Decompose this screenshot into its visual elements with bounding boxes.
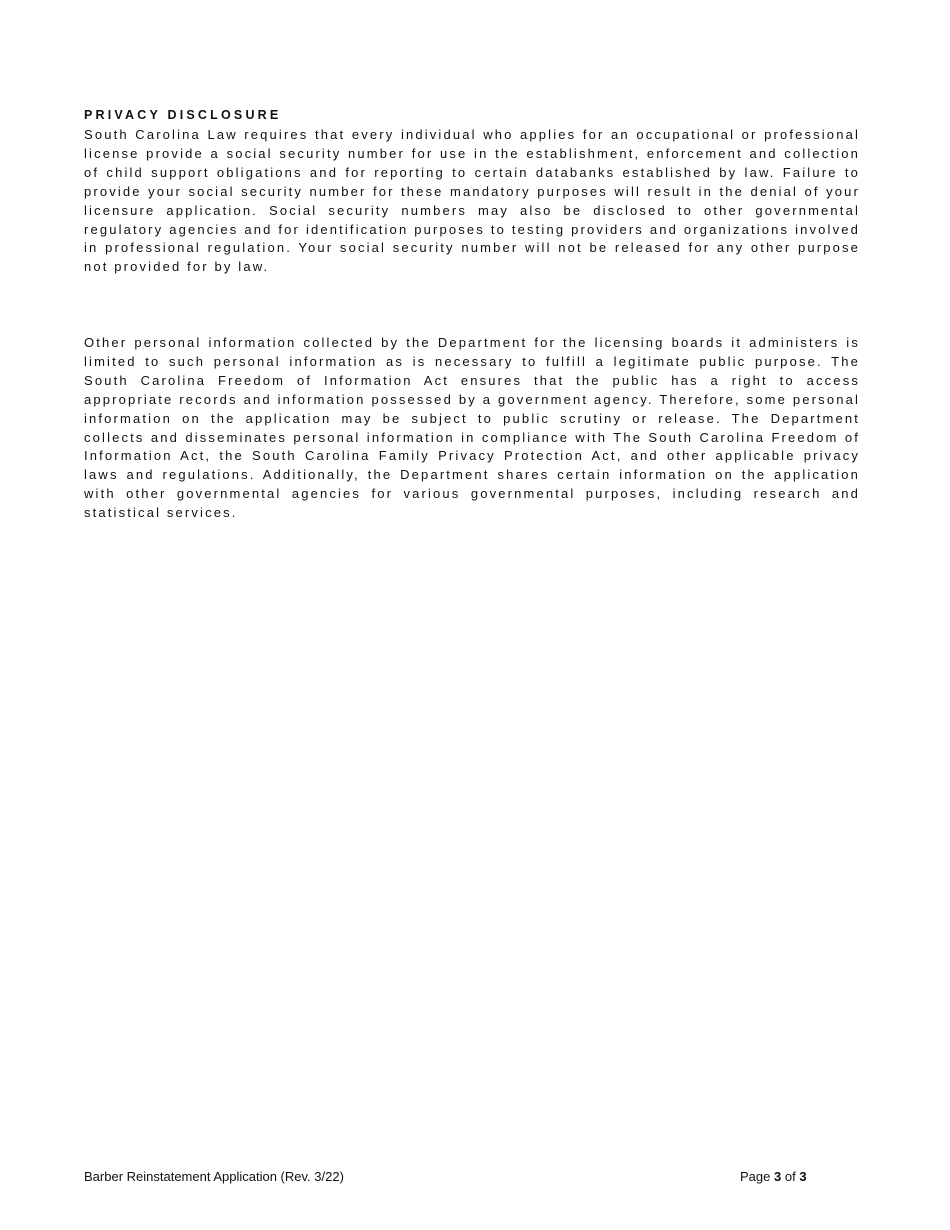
privacy-paragraph-ssn: South Carolina Law requires that every individual who applies for an occupational or professional license provide a social security number for use in the establishment, enforcement and collection of child support obligations and for reporting to certain databanks established by law. Failure to provide your social security number for these mandatory purposes will result in the denial of your licensure application. Social security numbers may also be disclosed to other governmental regulatory agencies and for identification purposes to testing providers and organizations involved in professional regulation. Your social security number will not be released for any other purpose not provided for by law. <box>84 127 860 275</box>
footer-page-number <box>740 1169 807 1184</box>
page-total: 3 <box>799 1169 807 1184</box>
section-heading: PRIVACY DISCLOSURE <box>84 108 282 122</box>
page-of: of <box>784 1169 796 1184</box>
page-current: 3 <box>774 1169 782 1184</box>
footer-form-title: Barber Reinstatement Application (Rev. 3/22) <box>84 1169 344 1184</box>
page-prefix: Page <box>740 1169 771 1184</box>
privacy-paragraph-personal-info: Other personal information collected by the Department for the licensing boards it administers is limited to such personal information as is necessary to fulfill a legitimate public purpose. The South Carolina Freedom of Information Act ensures that the public has a right to access appropriate records and information possessed by a government agency. Therefore, some personal information on the application may be subject to public scrutiny or release. The Department collects and disseminates personal information in compliance with The South Carolina Freedom of Information Act, the South Carolina Family Privacy Protection Act, and other applicable privacy laws and regulations. Additionally, the Department shares certain information on the application with other governmental agencies for various governmental purposes, including research and statistical services. <box>84 335 860 521</box>
